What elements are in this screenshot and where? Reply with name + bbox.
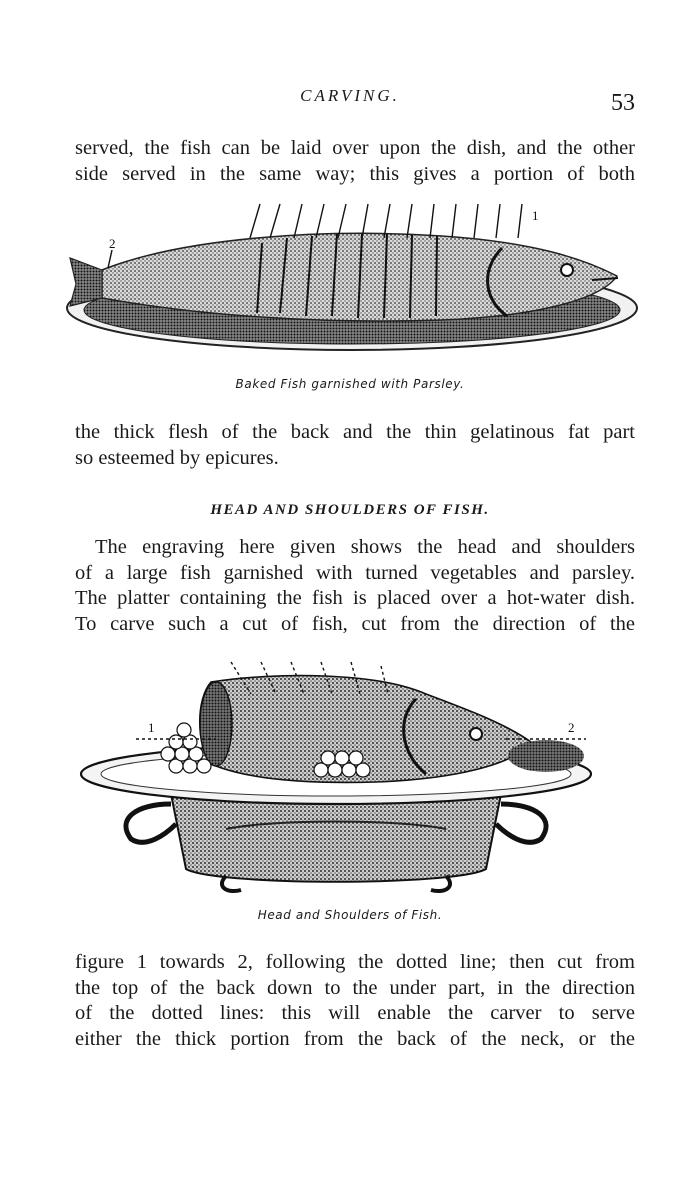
figure-caption-1: Baked Fish garnished with Parsley.	[235, 377, 465, 391]
text-line: either the thick portion from the back of the neck, or the	[75, 1027, 635, 1050]
text-line: To carve such a cut of fish, cut from the direction of the	[75, 612, 635, 635]
text-line: the top of the back down to the under part, in the direction	[75, 976, 635, 999]
text-line: figure 1 towards 2, following the dotted line; then cut from	[75, 951, 635, 973]
paragraph-2	[75, 420, 635, 471]
paragraph-3	[75, 535, 635, 637]
figure-label-2: 2	[109, 236, 116, 251]
text-line: so esteemed by epicures.	[75, 446, 279, 469]
page-number: 53	[611, 90, 635, 116]
text-line: side served in the same way; this gives a portion of both	[75, 162, 635, 185]
fish-tail	[70, 258, 102, 306]
fish-eye	[561, 264, 573, 276]
text-line: The platter containing the fish is placed over a hot-water dish.	[75, 587, 635, 609]
figure-label-2: 2	[568, 720, 575, 735]
section-heading: HEAD AND SHOULDERS OF FISH.	[210, 502, 490, 518]
running-title: CARVING.	[300, 86, 400, 105]
text-line: served, the fish can be laid over upon the dish, and the other	[75, 137, 635, 159]
head-and-shoulders-illustration	[76, 654, 596, 899]
text-line: the thick flesh of the back and the thin gelatinous fat part	[75, 421, 635, 443]
text-line: of the dotted lines: this will enable the carver to serve	[75, 1002, 635, 1024]
text-line: of a large fish garnished with turned vegetables and parsley.	[75, 561, 635, 584]
text-line: The engraving here given shows the head and shoulders	[95, 536, 635, 558]
figure-label-1: 1	[148, 720, 155, 735]
figure-caption-2: Head and Shoulders of Fish.	[257, 908, 443, 922]
fish-eye	[470, 728, 482, 740]
figure-label-1: 1	[532, 208, 539, 223]
paragraph-4	[75, 950, 635, 1052]
paragraph-1	[75, 136, 635, 187]
baked-fish-illustration	[62, 198, 644, 368]
parsley-garnish	[508, 740, 584, 772]
hot-water-dish	[171, 794, 501, 882]
